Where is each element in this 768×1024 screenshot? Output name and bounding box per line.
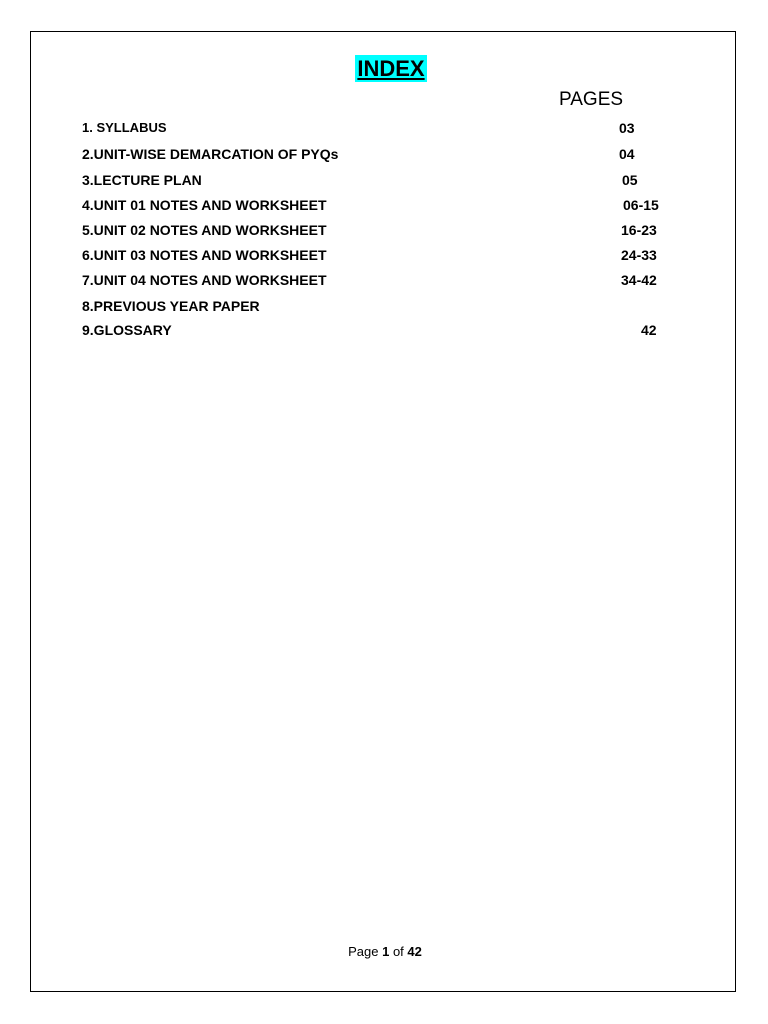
entry-label: 9.GLOSSARY xyxy=(82,322,172,338)
entry-label: 7.UNIT 04 NOTES AND WORKSHEET xyxy=(82,272,327,288)
entry-pages: 05 xyxy=(622,172,638,188)
index-entry xyxy=(82,118,682,138)
entry-label: 3.LECTURE PLAN xyxy=(82,172,202,188)
index-entry xyxy=(82,296,682,316)
index-entry xyxy=(82,144,682,164)
entry-pages: 04 xyxy=(619,146,635,162)
page-footer xyxy=(0,943,768,961)
index-entry xyxy=(82,245,682,265)
entry-label: 1. SYLLABUS xyxy=(82,120,167,135)
entry-pages: 03 xyxy=(619,120,635,136)
index-entry xyxy=(82,320,682,340)
entry-pages: 06-15 xyxy=(623,197,659,213)
index-entry xyxy=(82,270,682,290)
entry-label: 8.PREVIOUS YEAR PAPER xyxy=(82,298,260,314)
pages-column-heading: PAGES xyxy=(559,89,624,110)
index-entry xyxy=(82,170,682,190)
entry-pages: 16-23 xyxy=(621,222,657,238)
entry-pages: 42 xyxy=(641,322,657,338)
index-entry xyxy=(82,195,682,215)
entry-label: 6.UNIT 03 NOTES AND WORKSHEET xyxy=(82,247,327,263)
entry-pages: 24-33 xyxy=(621,247,657,263)
entry-label: 5.UNIT 02 NOTES AND WORKSHEET xyxy=(82,222,327,238)
index-entry xyxy=(82,220,682,240)
index-title: INDEX xyxy=(357,56,425,81)
entry-label: 2.UNIT-WISE DEMARCATION OF PYQs xyxy=(82,146,339,162)
footer-prefix: Page xyxy=(348,944,383,959)
title-container xyxy=(0,55,768,82)
footer-total-pages: 42 xyxy=(407,944,422,959)
entry-label: 4.UNIT 01 NOTES AND WORKSHEET xyxy=(82,197,327,213)
entry-pages: 34-42 xyxy=(621,272,657,288)
footer-current-page: 1 xyxy=(382,944,390,959)
footer-middle: of xyxy=(389,944,408,959)
